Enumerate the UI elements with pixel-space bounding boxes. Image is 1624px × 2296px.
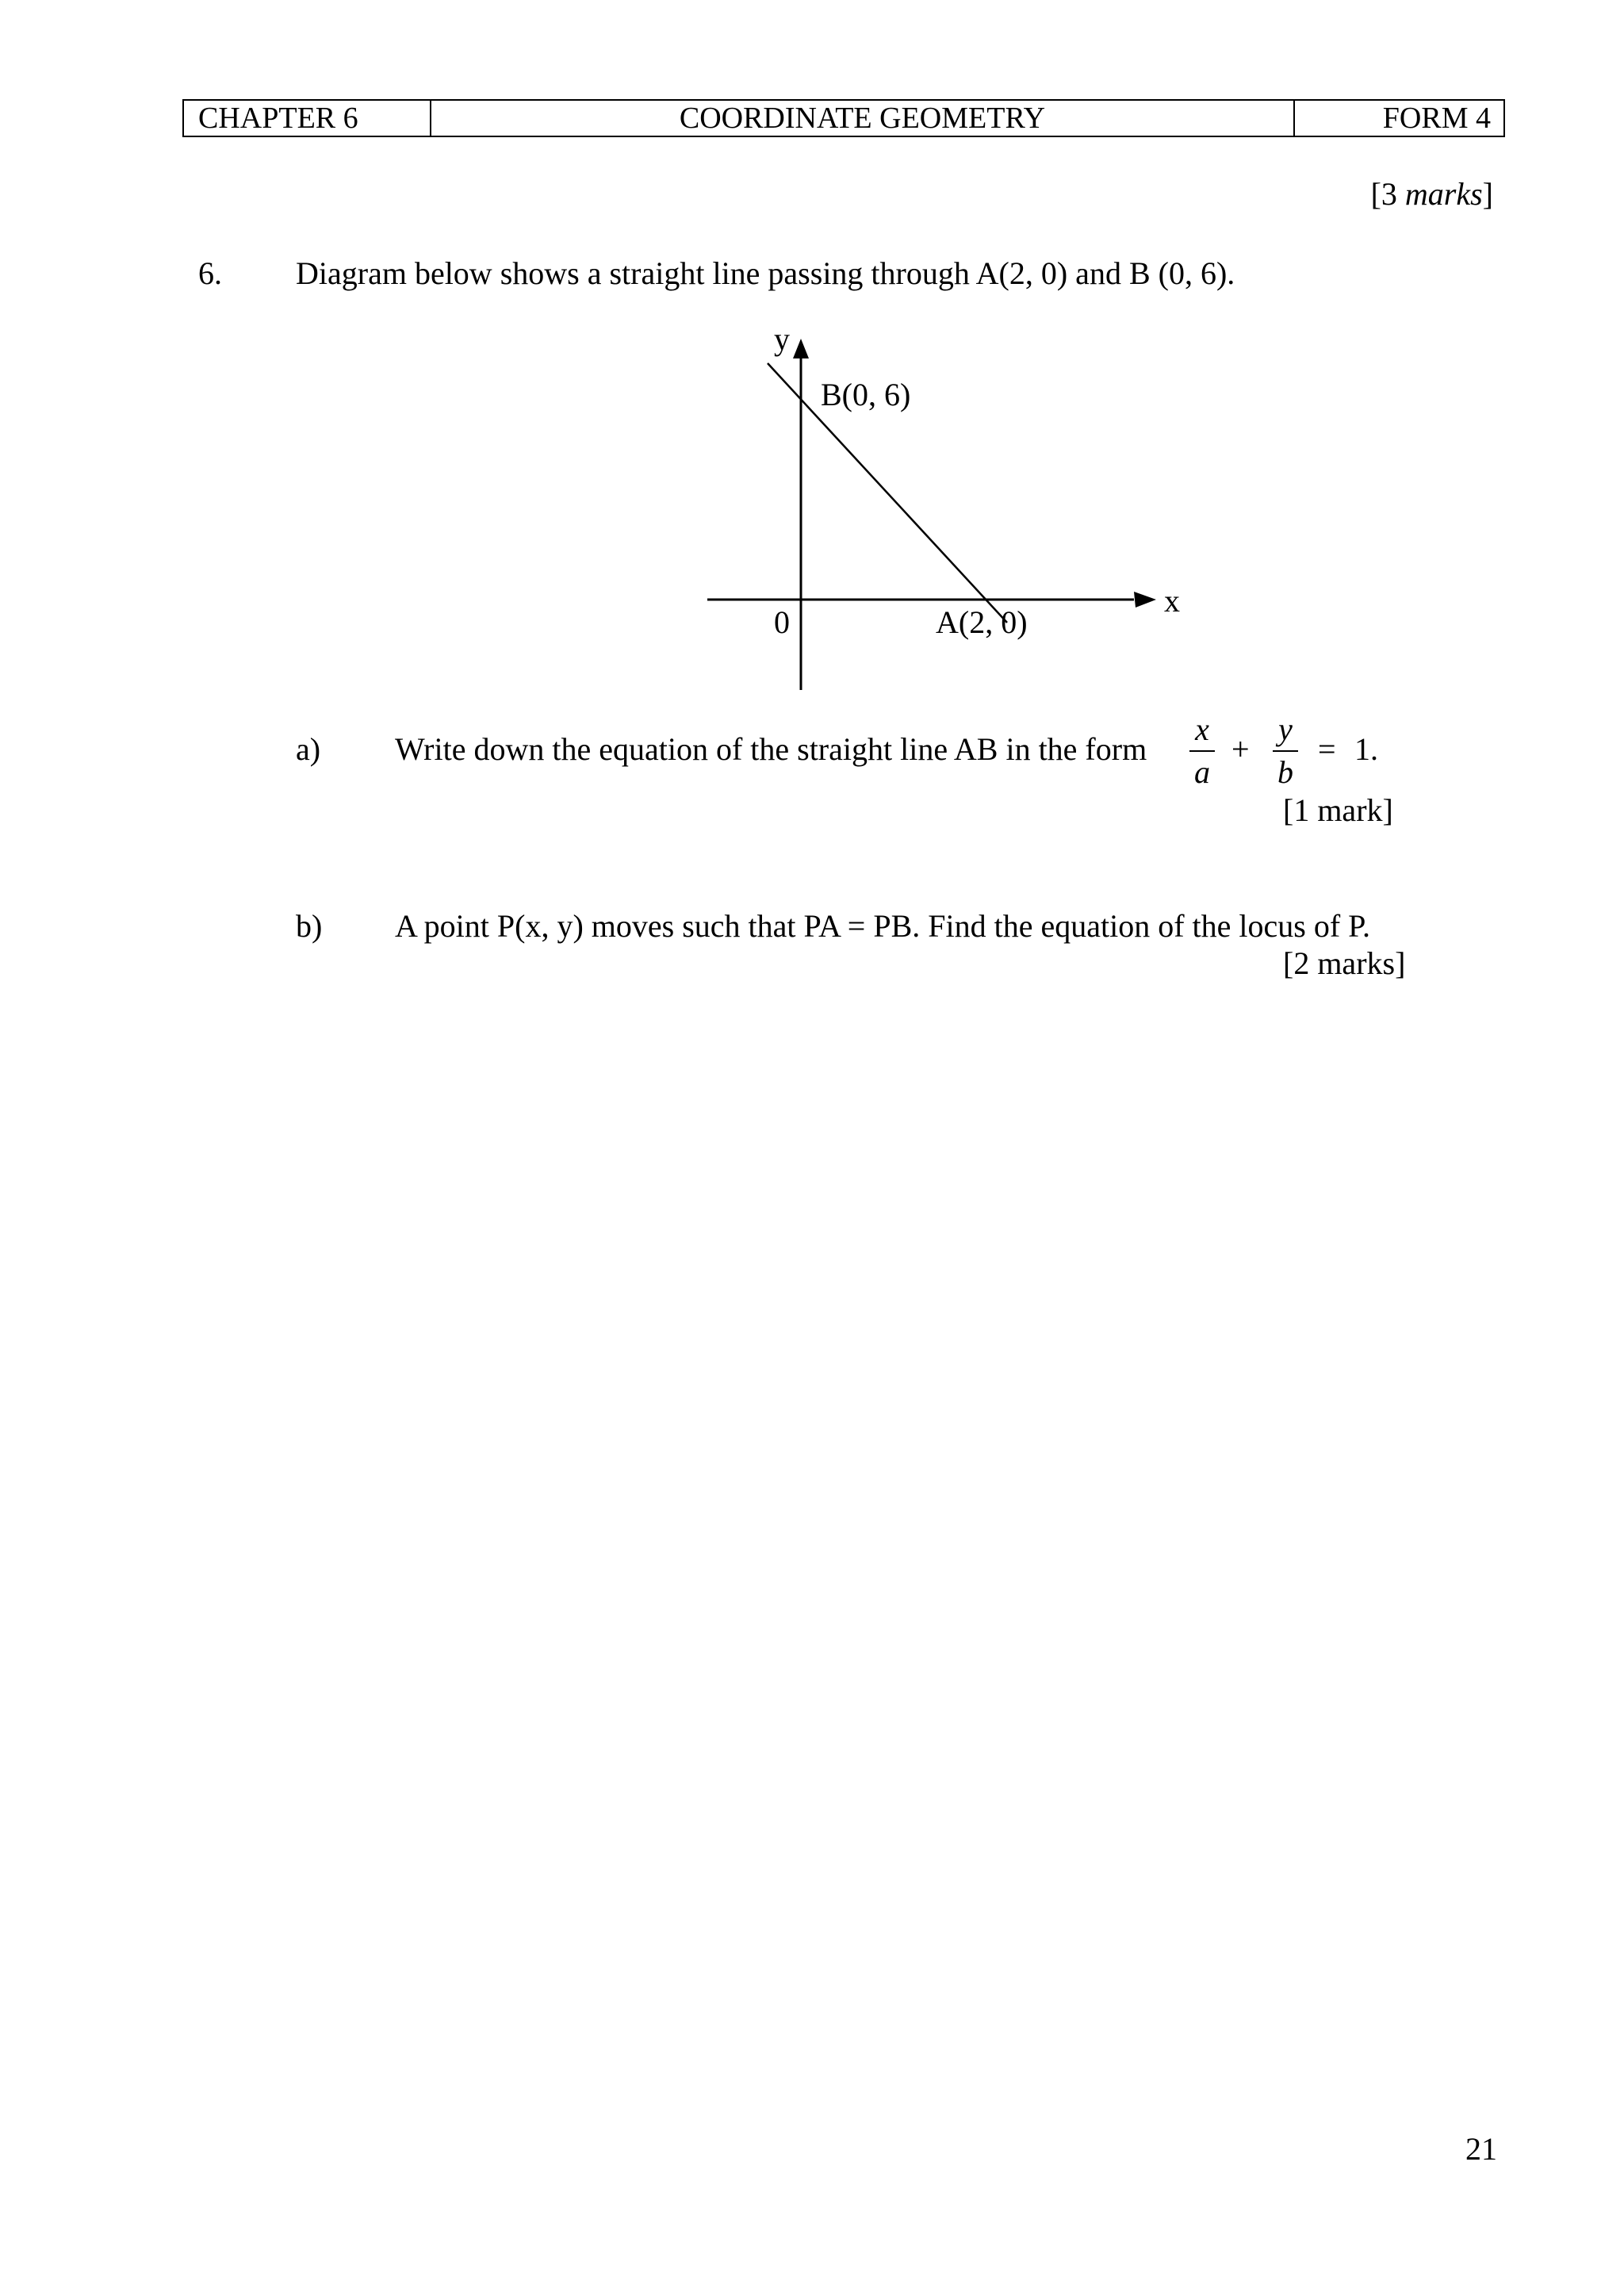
marks-word: marks [1404,176,1483,212]
header-title: COORDINATE GEOMETRY [431,101,1295,136]
header-table [182,99,1505,137]
part-a-marks: [1 mark] [1283,792,1393,828]
part-b-text: A point P(x, y) moves such that PA = PB. Find the equation of the locus of P. [395,908,1370,944]
fraction-y-numerator: y [1278,711,1293,747]
fraction-b-denominator: b [1277,754,1293,790]
marks-bracket-open: [3 [1370,176,1405,212]
part-b-marks: [2 marks] [1283,945,1406,981]
part-b-label: b) [296,908,323,944]
fraction-x-numerator: x [1195,711,1209,747]
y-axis-arrowhead [793,339,809,358]
x-axis-arrowhead [1134,592,1156,608]
fraction-y-over-b [1273,711,1298,790]
x-axis-label: x [1164,583,1180,619]
fraction-bar [1273,750,1298,752]
coordinate-diagram [698,317,1205,706]
point-a-label: A(2, 0) [936,604,1028,640]
equation-rhs: 1. [1354,731,1378,767]
part-a-label: a) [296,731,321,767]
origin-label: 0 [774,604,790,640]
plus-sign: + [1231,731,1250,767]
equals-sign: = [1318,731,1336,767]
fraction-bar [1189,750,1215,752]
question-text: Diagram below shows a straight line passing through A(2, 0) and B (0, 6). [296,255,1235,291]
page-number: 21 [1465,2131,1497,2167]
part-a-text: Write down the equation of the straight line AB in the form [395,731,1147,767]
previous-question-marks [1371,178,1493,210]
point-b-label: B(0, 6) [821,377,911,412]
marks-bracket-close: ] [1482,176,1493,212]
fraction-x-over-a [1189,711,1215,790]
y-axis-label: y [774,321,790,357]
fraction-a-denominator: a [1194,754,1210,790]
question-number: 6. [198,255,222,291]
diagram-svg [698,317,1205,706]
header-chapter: CHAPTER 6 [184,101,431,136]
header-form: FORM 4 [1382,102,1491,135]
